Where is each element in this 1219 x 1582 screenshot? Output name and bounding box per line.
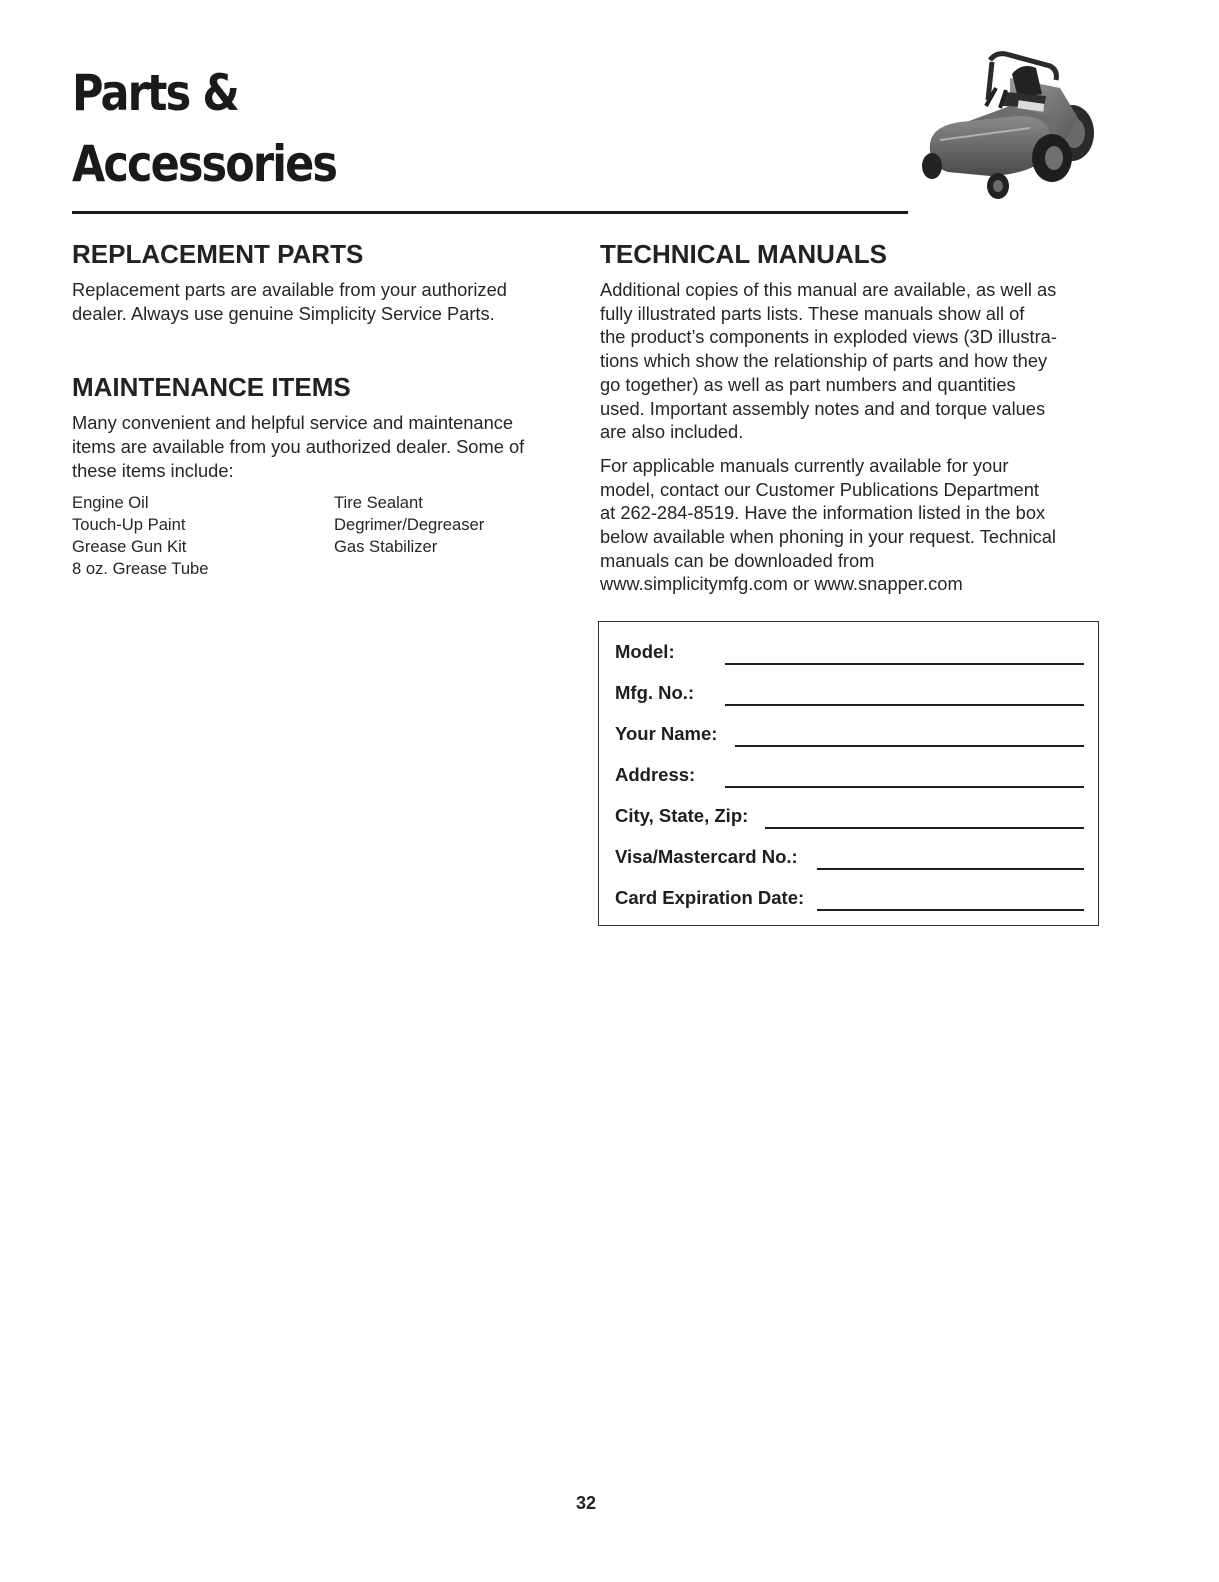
field-line[interactable] <box>765 826 1084 829</box>
maintenance-items-text <box>72 411 577 482</box>
address-field[interactable] <box>615 759 1084 789</box>
field-line[interactable] <box>817 867 1084 870</box>
list-item: Tire Sealant <box>334 492 423 512</box>
model-field[interactable] <box>615 636 1084 666</box>
page-title-line-1: Parts & <box>72 64 238 122</box>
text-line: Replacement parts are available from your authorized <box>72 279 507 300</box>
text-line: manuals can be downloaded from <box>600 549 875 571</box>
list-item: Degrimer/Degreaser <box>334 514 485 534</box>
text-line: model, contact our Customer Publications Department <box>600 478 1039 500</box>
text-line: go together) as well as part numbers and quantities <box>600 373 1016 395</box>
field-line[interactable] <box>735 744 1084 747</box>
text-line: at 262-284-8519. Have the information listed in the box <box>600 502 1046 524</box>
card-expiration-field[interactable] <box>615 882 1084 912</box>
field-label: Address: <box>615 764 696 785</box>
right-column <box>600 236 1102 596</box>
text-line: items are available from you authorized dealer. Some of <box>72 436 525 458</box>
list-item: Gas Stabilizer <box>334 536 438 556</box>
title-divider <box>72 211 908 214</box>
text-line: these items include: <box>72 459 234 481</box>
field-line[interactable] <box>725 703 1084 706</box>
left-column <box>72 236 577 578</box>
replacement-parts-heading: REPLACEMENT PARTS <box>72 239 364 269</box>
text-line: dealer. Always use genuine Simplicity Service Parts. <box>72 302 495 324</box>
technical-manuals-heading: TECHNICAL MANUALS <box>600 239 887 269</box>
zero-turn-mower-icon <box>910 48 1100 200</box>
field-label: Visa/Mastercard No.: <box>615 846 798 867</box>
text-line: For applicable manuals currently available for your <box>600 454 1009 476</box>
technical-manuals-paragraph-2 <box>600 454 1102 596</box>
mfg-no-field[interactable] <box>615 677 1084 707</box>
replacement-parts-text <box>72 278 577 325</box>
text-line: Additional copies of this manual are available, as well as <box>600 279 1057 300</box>
customer-info-form <box>598 621 1099 926</box>
text-line: are also included. <box>600 421 744 443</box>
field-label: Model: <box>615 641 675 662</box>
field-label: Mfg. No.: <box>615 682 695 703</box>
text-line: the product’s components in exploded views (3D illustra- <box>600 326 1057 348</box>
list-item: Engine Oil <box>72 492 149 512</box>
field-line[interactable] <box>725 662 1084 665</box>
list-item: 8 oz. Grease Tube <box>72 558 209 578</box>
list-item: Touch-Up Paint <box>72 514 186 534</box>
city-state-zip-field[interactable] <box>615 800 1084 830</box>
field-label: Card Expiration Date: <box>615 887 805 908</box>
field-label: Your Name: <box>615 723 718 744</box>
field-line[interactable] <box>817 908 1084 911</box>
field-label: City, State, Zip: <box>615 805 749 826</box>
text-line: Many convenient and helpful service and maintenance <box>72 412 514 434</box>
list-item: Grease Gun Kit <box>72 536 187 556</box>
text-line: www.simplicitymfg.com or www.snapper.com <box>600 573 963 595</box>
card-number-field[interactable] <box>615 841 1084 871</box>
field-line[interactable] <box>725 785 1084 788</box>
your-name-field[interactable] <box>615 718 1084 748</box>
page-title-line-2: Accessories <box>72 135 337 193</box>
text-line: tions which show the relationship of parts and how they <box>600 350 1048 372</box>
text-line: used. Important assembly notes and and torque values <box>600 397 1046 419</box>
technical-manuals-paragraph-1 <box>600 278 1102 444</box>
text-line: below available when phoning in your request. Technical <box>600 526 1056 548</box>
text-line: fully illustrated parts lists. These manuals show all of <box>600 302 1025 324</box>
maintenance-items-heading: MAINTENANCE ITEMS <box>72 372 351 403</box>
page-number: 32 <box>575 1493 597 1513</box>
